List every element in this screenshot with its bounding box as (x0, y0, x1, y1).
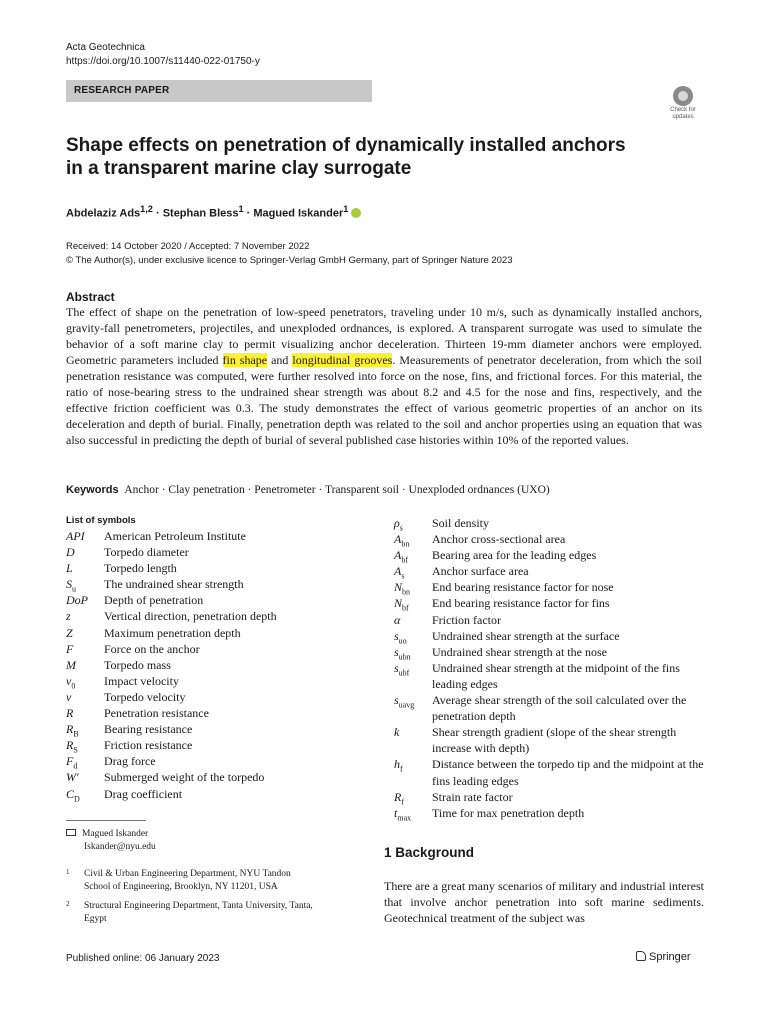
correspondence (66, 828, 156, 854)
symbol-row (394, 724, 706, 756)
symbols-list-right (394, 515, 706, 821)
symbol-letter: s (394, 660, 399, 675)
symbol-subscript: bn (402, 587, 411, 597)
symbol-key (66, 753, 104, 769)
symbol-letter: v (66, 689, 72, 704)
symbol-description: End bearing resistance factor for fins (432, 596, 610, 611)
symbol-key (66, 608, 104, 624)
symbol-letter: s (394, 693, 399, 708)
symbol-subscript: s (399, 523, 403, 533)
symbol-row (66, 641, 366, 657)
symbol-key (66, 737, 104, 753)
symbol-description: Anchor surface area (432, 564, 529, 579)
symbol-subscript: bf (402, 603, 409, 613)
symbol-description: Undrained shear strength at the midpoint of the fins leading edges (432, 660, 680, 691)
symbol-letter: k (394, 725, 400, 740)
author-1[interactable]: Abdelaziz Ads (66, 207, 141, 220)
symbol-key (66, 769, 104, 785)
symbol-letter: A (394, 548, 402, 563)
symbol-description: Undrained shear strength at the surface (432, 628, 620, 643)
symbol-letter: Z (66, 625, 73, 640)
symbol-subscript: 0 (71, 681, 76, 691)
symbol-description: Undrained shear strength at the nose (432, 644, 607, 659)
affiliation-number: 1 (66, 868, 70, 876)
symbol-row (66, 737, 366, 753)
symbol-row (66, 689, 366, 705)
symbol-row (394, 805, 706, 821)
springer-horse-icon (636, 951, 646, 961)
symbol-letter: A (394, 532, 402, 547)
symbol-letter: S (66, 577, 72, 592)
symbol-subscript: ubf (398, 668, 410, 678)
symbol-row (66, 786, 366, 802)
symbol-key (66, 657, 104, 673)
symbol-letter: α (394, 612, 401, 627)
symbol-key (66, 705, 104, 721)
author-3-affil: 1 (343, 204, 349, 214)
article-type-banner: RESEARCH PAPER (66, 80, 372, 102)
symbol-letter: API (66, 529, 85, 543)
symbol-row (66, 673, 366, 689)
symbol-row (394, 692, 706, 724)
symbol-description: Torpedo velocity (104, 689, 186, 704)
published-date: Published online: 06 January 2023 (66, 953, 220, 964)
symbol-letter: ρ (394, 516, 400, 530)
symbol-letter: z (66, 609, 71, 624)
affiliation-2 (66, 900, 366, 926)
symbol-key (394, 805, 432, 821)
author-2-affil: 1 (238, 204, 244, 214)
symbols-list-left (66, 528, 366, 802)
symbol-key (394, 531, 432, 547)
symbol-key (66, 673, 104, 689)
symbol-row (394, 595, 706, 611)
symbol-key (66, 721, 104, 737)
author-1-affil: 1,2 (140, 204, 153, 214)
copyright-line: © The Author(s), under exclusive licence to Springer-Verlag GmbH Germany, part of Springer Nature 2023 (66, 255, 513, 266)
symbol-key (394, 628, 432, 644)
symbol-subscript: uo (398, 636, 407, 646)
symbol-description: Time for max penetration depth (432, 805, 585, 820)
symbol-letter: A (394, 564, 402, 579)
symbol-letter: s (394, 628, 399, 643)
check-for-updates-badge[interactable] (663, 84, 703, 124)
abstract-text (66, 304, 702, 448)
symbol-description: Submerged weight of the torpedo (104, 770, 265, 785)
symbol-key (66, 592, 104, 608)
doi-link[interactable]: https://doi.org/10.1007/s11440-022-01750-y (66, 56, 260, 67)
highlight-longitudinal-grooves[interactable]: longitudinal grooves (292, 353, 393, 367)
symbol-letter: W′ (66, 770, 79, 785)
symbol-letter: M (66, 657, 76, 672)
symbol-key (66, 689, 104, 705)
keywords (66, 484, 550, 496)
background-text: There are a great many scenarios of military and industrial interest that involve anchor penetration into soft marine sediments. Geotechnical treatment of the subject was (384, 879, 704, 925)
symbol-subscript: bn (401, 539, 410, 549)
symbol-key (66, 786, 104, 802)
affiliation-line: School of Engineering, Brooklyn, NY 11201, USA (84, 882, 278, 892)
symbol-description: Strain rate factor (432, 789, 513, 804)
symbol-key (66, 544, 104, 560)
symbols-heading: List of symbols (66, 515, 136, 526)
corresponding-author: Magued Iskander (82, 829, 149, 839)
symbol-letter: R (394, 789, 402, 804)
author-2[interactable]: Stephan Bless (162, 207, 239, 220)
symbol-row (394, 628, 706, 644)
symbol-description: Bearing area for the leading edges (432, 548, 597, 563)
section-heading-background: 1 Background (384, 845, 475, 860)
symbol-row (394, 531, 706, 547)
symbol-subscript: uavg (398, 700, 415, 710)
symbol-description: Depth of penetration (104, 593, 204, 608)
symbol-row (66, 544, 366, 560)
orcid-icon[interactable] (351, 208, 361, 218)
symbol-subscript: bf (401, 555, 409, 565)
affiliation-1 (66, 868, 366, 894)
page-title (66, 134, 646, 180)
affiliation-line: Egypt (84, 914, 107, 924)
envelope-icon (66, 829, 76, 836)
symbol-row (66, 592, 366, 608)
symbol-letter: F (66, 754, 74, 769)
symbol-letter: N (394, 596, 403, 611)
symbol-letter: v (66, 673, 72, 688)
symbol-row (66, 657, 366, 673)
symbol-letter: D (66, 545, 75, 560)
symbol-row (66, 608, 366, 624)
journal-header (66, 41, 260, 69)
symbol-key (394, 756, 432, 788)
symbol-description: Penetration resistance (104, 706, 209, 721)
symbol-description: Bearing resistance (104, 722, 193, 737)
symbol-description: Distance between the torpedo tip and the midpoint at the fins leading edges (432, 757, 704, 788)
symbol-description: Torpedo length (104, 561, 177, 576)
title-line-2: in a transparent marine clay surrogate (66, 158, 412, 179)
symbol-description: Average shear strength of the soil calculated over the penetration depth (432, 693, 687, 724)
publisher-name: Springer (649, 951, 691, 963)
symbol-subscript: f (401, 796, 405, 806)
symbol-letter: R (66, 706, 74, 721)
symbol-description: Anchor cross-sectional area (432, 532, 566, 547)
abstract-part-1: The effect of shape on the penetration of low-speed penetrators, traveling under 10 m/s, such as dynamically installed anchors, gravity-fall penetrometers, projectiles, and unexploded ordnances, is explored. A transparent surrogate was used to simulate the behavior of a soft marine clay to permit visualizing anchor deceleration. Thirteen 19-mm diameter anchors were employed. Geometric parameters included (66, 305, 702, 367)
symbol-description: Impact velocity (104, 673, 179, 688)
symbol-key (394, 789, 432, 805)
abstract-part-2: . Measurements of penetrator deceleration, from which the soil penetration resistance was computed, were further resolved into force on the nose, fins, and frictional forces. For this material, the ratio of nose-bearing stress to the undrained shear strength was about 8.2 and 4.5 for the nose and fins, respectively, and the effective friction coefficient was 0.3. The study demonstrates the effect of various geometric properties of an anchor on its deceleration and depth of burial. Finally, penetration depth was related to the soil and anchor properties using an equation that was also successful in predicting the depth of burial of several published case histories within 10% of the reported values. (66, 353, 702, 447)
symbol-key (394, 724, 432, 756)
highlight-fin-shape[interactable]: fin shape (222, 353, 268, 367)
badge-line-2: updates (672, 114, 694, 120)
symbol-letter: R (66, 738, 74, 753)
symbol-key (66, 560, 104, 576)
symbol-key (66, 625, 104, 641)
symbol-row (66, 705, 366, 721)
symbol-row (394, 515, 706, 531)
symbol-description: American Petroleum Institute (104, 529, 246, 543)
footnote-divider (66, 820, 146, 821)
symbol-key (394, 595, 432, 611)
affiliation-number: 2 (66, 900, 70, 908)
symbol-letter: s (394, 644, 399, 659)
symbol-letter: N (394, 580, 403, 595)
symbol-description: Torpedo diameter (104, 545, 189, 560)
received-accepted: Received: 14 October 2020 / Accepted: 7 November 2022 (66, 241, 310, 252)
symbol-description: Maximum penetration depth (104, 625, 241, 640)
symbol-key (66, 641, 104, 657)
symbol-row (394, 644, 706, 660)
symbol-row (66, 528, 366, 544)
publisher-logo (636, 951, 691, 963)
symbol-row (66, 625, 366, 641)
symbol-subscript: u (72, 584, 76, 594)
symbol-letter: h (394, 757, 400, 772)
symbol-key (394, 515, 432, 531)
symbol-row (394, 789, 706, 805)
symbol-subscript: f (400, 764, 403, 774)
symbol-key (394, 660, 432, 692)
affiliation-line: Civil & Urban Engineering Department, NYU Tandon (84, 869, 291, 879)
symbol-key (394, 547, 432, 563)
symbol-subscript: ubn (398, 652, 411, 662)
author-list (66, 204, 361, 220)
symbol-key (66, 576, 104, 592)
keywords-label: Keywords (66, 484, 119, 496)
symbol-row (394, 547, 706, 563)
symbol-row (66, 721, 366, 737)
symbol-letter: R (66, 722, 74, 737)
symbol-letter: C (66, 786, 75, 801)
symbol-description: End bearing resistance factor for nose (432, 580, 614, 595)
symbol-key (394, 644, 432, 660)
symbol-row (66, 753, 366, 769)
symbol-letter: L (66, 561, 73, 576)
symbol-row (66, 560, 366, 576)
symbol-description: Drag coefficient (104, 786, 183, 801)
symbol-subscript: S (73, 745, 78, 755)
symbol-description: The undrained shear strength (104, 577, 244, 592)
symbol-row (394, 579, 706, 595)
symbol-description: Vertical direction, penetration depth (104, 609, 277, 624)
journal-name: Acta Geotechnica (66, 42, 145, 53)
author-separator: · (243, 207, 254, 220)
symbol-description: Drag force (104, 754, 156, 769)
symbol-letter: F (66, 641, 74, 656)
symbol-subscript: B (73, 729, 79, 739)
symbol-subscript: max (397, 813, 412, 823)
badge-line-1: Check for (670, 107, 696, 113)
symbol-subscript: D (74, 793, 80, 803)
symbol-key (394, 612, 432, 628)
symbol-row (394, 563, 706, 579)
abstract-heading: Abstract (66, 290, 115, 304)
title-line-1: Shape effects on penetration of dynamically installed anchors (66, 135, 626, 156)
symbol-row (66, 769, 366, 785)
symbol-description: Torpedo mass (104, 657, 171, 672)
author-separator: · (152, 207, 163, 220)
symbol-key (394, 563, 432, 579)
symbol-key (394, 579, 432, 595)
keywords-list: Anchor · Clay penetration · Penetrometer · Transparent soil · Unexploded ordnances (UXO) (124, 484, 550, 496)
check-updates-icon (673, 86, 693, 106)
symbol-description: Shear strength gradient (slope of the shear strength increase with depth) (432, 725, 677, 756)
corresponding-email[interactable]: Iskander@nyu.edu (84, 842, 156, 852)
symbol-letter: DoP (66, 593, 88, 608)
symbol-row (394, 660, 706, 692)
symbol-letter: t (394, 805, 398, 820)
symbol-row (394, 756, 706, 788)
symbol-key (66, 528, 104, 544)
symbol-subscript: s (401, 571, 405, 581)
affiliation-line: Structural Engineering Department, Tanta University, Tanta, (84, 901, 313, 911)
symbol-subscript: d (73, 761, 78, 771)
abstract-part-mid: and (267, 353, 293, 367)
symbol-row (66, 576, 366, 592)
symbol-description: Soil density (432, 516, 490, 530)
symbol-description: Friction factor (432, 612, 501, 627)
symbol-description: Friction resistance (104, 738, 193, 753)
symbol-row (394, 612, 706, 628)
article-dates (66, 240, 513, 268)
symbol-key (394, 692, 432, 724)
symbol-description: Force on the anchor (104, 641, 200, 656)
author-3[interactable]: Magued Iskander (253, 207, 344, 220)
